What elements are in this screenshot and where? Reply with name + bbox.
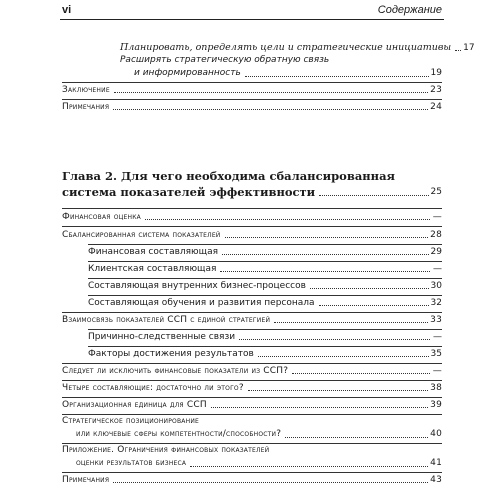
toc-entry-page: 30	[430, 281, 442, 291]
leader-dots	[190, 466, 428, 467]
leader-dots	[248, 390, 428, 391]
toc-entry-label: Примечания	[62, 475, 110, 485]
toc-entry-label-continued: оценки результатов бизнеса	[76, 458, 187, 468]
page-number: vi	[62, 4, 72, 16]
leader-dots	[211, 407, 428, 408]
toc-entry-label: Сбалансированная система показателей	[62, 230, 221, 240]
toc-entry-label: Четыре составляющие: достаточно ли этого?	[62, 383, 244, 393]
separator	[62, 82, 442, 83]
separator	[62, 380, 442, 381]
separator	[62, 397, 442, 398]
toc-entry	[120, 54, 442, 80]
leader-dots	[222, 254, 429, 255]
toc-entry-label: Следует ли исключить финансовые показатели из ССП?	[62, 366, 289, 376]
toc-entry	[62, 399, 442, 411]
header-rule	[60, 19, 444, 20]
chapter-heading	[62, 168, 442, 200]
toc-entry-label-continued: или ключевые сферы компетентности/способности?	[76, 429, 282, 439]
toc-subentry	[88, 246, 442, 258]
toc-entry-label: Заключение	[62, 85, 110, 95]
toc-entry-label: Приложение. Ограничения финансовых показателей	[62, 445, 270, 455]
separator	[88, 244, 442, 245]
toc-subentry	[88, 263, 442, 275]
leader-dots	[292, 373, 430, 374]
toc-subentry	[88, 297, 442, 309]
separator	[88, 261, 442, 262]
toc-entry	[120, 42, 475, 54]
leader-dots	[220, 271, 430, 272]
toc-entry-page: —	[432, 212, 442, 222]
toc-entry-page: 38	[430, 383, 442, 393]
toc-entry-label: Организационная единица для ССП	[62, 400, 207, 410]
leader-dots	[455, 50, 461, 51]
toc-entry-label: Составляющая внутренних бизнес-процессов	[88, 281, 306, 291]
leader-dots	[113, 482, 428, 483]
chapter-title: Глава 2. Для чего необходима сбалансированная	[62, 169, 396, 183]
toc-entry-label: Стратегическое позиционирование	[62, 416, 199, 426]
toc-entry-page: 41	[430, 458, 442, 468]
separator	[88, 278, 442, 279]
leader-dots	[239, 339, 430, 340]
toc-entry-label: Причинно-следственные связи	[88, 332, 236, 342]
toc-entry	[62, 229, 442, 241]
toc-entry-page: 23	[430, 85, 442, 95]
toc-entry-page: 19	[430, 68, 442, 78]
leader-dots	[319, 195, 428, 196]
leader-dots	[285, 437, 428, 438]
toc-entry-page: 33	[430, 315, 442, 325]
separator	[88, 295, 442, 296]
toc-entry-label: Финансовая составляющая	[88, 247, 219, 257]
toc-entry-page: 29	[430, 247, 442, 257]
leader-dots	[310, 288, 429, 289]
separator	[62, 472, 442, 473]
toc-entry-label: Расширять стратегическую обратную связь	[120, 55, 330, 65]
leader-dots	[225, 237, 429, 238]
toc-entry	[62, 474, 442, 486]
toc-entry-label: Примечания	[62, 102, 110, 112]
toc-entry-label-continued: и информированность	[134, 68, 241, 78]
toc-entry	[62, 211, 442, 223]
toc-entry-page: 35	[430, 349, 442, 359]
toc-entry-page: 28	[430, 230, 442, 240]
separator	[62, 363, 442, 364]
toc-entry-page: 40	[430, 429, 442, 439]
toc-entry-page: —	[433, 332, 442, 342]
leader-dots	[258, 356, 429, 357]
toc-entry-label: Составляющая обучения и развития персонала	[88, 298, 315, 308]
running-header-title: Содержание	[377, 4, 442, 16]
toc-entry	[62, 382, 442, 394]
toc-entry-label: Факторы достижения результатов	[88, 349, 254, 359]
leader-dots	[114, 92, 428, 93]
toc-entry	[62, 444, 442, 470]
separator	[88, 329, 442, 330]
toc-entry-label: Финансовая оценка	[62, 212, 141, 222]
chapter-page: 25	[430, 187, 442, 197]
separator	[62, 99, 442, 100]
toc-entry	[62, 314, 442, 326]
toc-entry	[62, 415, 442, 441]
separator	[62, 226, 442, 227]
leader-dots	[274, 322, 428, 323]
leader-dots	[113, 109, 428, 110]
toc-entry-label: Планировать, определять цели и стратегические инициативы	[120, 42, 452, 53]
separator	[62, 208, 442, 209]
leader-dots	[145, 219, 430, 220]
toc-entry-page: —	[433, 264, 442, 274]
toc-entry-label: Клиентская составляющая	[88, 264, 217, 274]
toc-entry-page: 24	[430, 102, 442, 112]
separator	[62, 312, 442, 313]
separator	[88, 346, 442, 347]
toc-entry	[62, 84, 442, 96]
toc-entry-page: —	[432, 366, 442, 376]
toc-entry-page: 32	[430, 298, 442, 308]
chapter-title-continued: система показателей эффективности	[62, 185, 316, 199]
toc-entry-label: Взаимосвязь показателей ССП с единой стратегией	[62, 315, 271, 325]
toc-entry-page: 17	[463, 43, 475, 53]
leader-dots	[319, 305, 429, 306]
leader-dots	[245, 76, 429, 77]
toc-subentry	[88, 348, 442, 360]
toc-subentry	[88, 331, 442, 343]
toc-entry	[62, 365, 442, 377]
toc-entry	[62, 101, 442, 113]
toc-entry-page: 39	[430, 400, 442, 410]
toc-subentry	[88, 280, 442, 292]
toc-entry-page: 43	[430, 475, 442, 485]
